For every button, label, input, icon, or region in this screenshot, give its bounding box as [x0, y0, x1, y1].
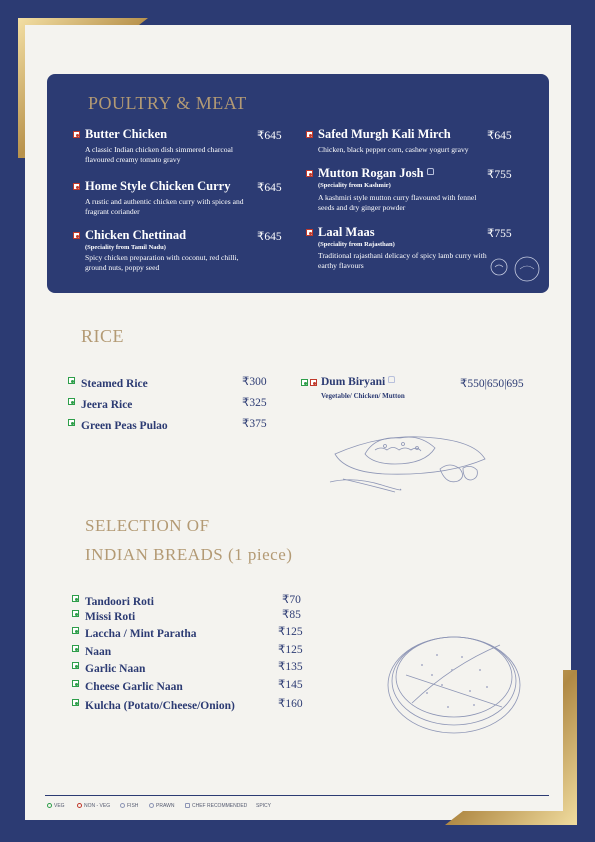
- non-veg-icon: [73, 131, 80, 138]
- fish-icon: [120, 803, 125, 808]
- veg-icon: [72, 610, 79, 617]
- veg-icon: [68, 398, 75, 405]
- rice-item-name: [321, 376, 405, 388]
- rice-item-price: ₹325: [242, 397, 267, 409]
- breads-title-line1: SELECTION OF: [85, 516, 210, 535]
- bread-item: [85, 696, 303, 714]
- dish-description: A rustic and authentic chicken curry with spices and fragrant coriander: [85, 197, 244, 216]
- poultry-meat-title: POULTRY & MEAT: [88, 93, 247, 113]
- non-veg-icon: [73, 183, 80, 190]
- veg-icon: [72, 680, 79, 687]
- dish-name: Home Style Chicken Curry: [85, 179, 231, 193]
- dish-description: Traditional rajasthani delicacy of spicy lamb curry with earthy flavours: [318, 251, 487, 270]
- legend-chef-label: CHEF RECOMMENDED: [192, 803, 248, 809]
- biryani-variants: Vegetable/ Chicken/ Mutton: [321, 392, 405, 400]
- dish-safed-murgh-kali-mirch: [318, 127, 518, 155]
- rice-item: [81, 395, 267, 413]
- bread-item-name: Garlic Naan: [85, 663, 146, 675]
- dish-speciality: (Speciality from Kashmir): [318, 182, 391, 189]
- dish-name-text: Chicken Chettinad: [85, 228, 187, 242]
- bread-item-name: Kulcha (Potato/Cheese/Onion): [85, 700, 235, 712]
- dish-price: ₹755: [487, 228, 512, 240]
- veg-icon: [68, 377, 75, 384]
- bread-stack-sketch-icon: [382, 615, 527, 740]
- bread-item: [85, 677, 303, 695]
- dish-price: ₹645: [257, 130, 282, 142]
- legend-prawn-label: PRAWN: [156, 803, 175, 809]
- veg-icon: [72, 645, 79, 652]
- rice-item-dum-biryani: [321, 376, 524, 400]
- legend-non-veg-label: NON - VEG: [84, 803, 111, 809]
- dish-description: A classic Indian chicken dish simmered charcoal flavoured creamy tomato gravy: [85, 145, 234, 164]
- dish-price: ₹645: [257, 182, 282, 194]
- chef-recommended-icon: [388, 376, 395, 383]
- rice-item: [81, 416, 267, 434]
- bread-item-name: Naan: [85, 646, 112, 658]
- veg-icon: [301, 379, 308, 386]
- dish-speciality: (Speciality from Rajasthan): [318, 241, 395, 248]
- rice-item-price: ₹300: [242, 376, 267, 388]
- veg-icon: [47, 803, 52, 808]
- legend-fish-label: FISH: [127, 803, 139, 809]
- bread-item-price: ₹125: [278, 644, 303, 656]
- bread-item-name: Laccha / Mint Paratha: [85, 628, 197, 640]
- rice-item: [81, 374, 267, 392]
- dish-description: Spicy chicken preparation with coconut, red chilli, ground nuts, poppy seed: [85, 253, 239, 272]
- legend-veg-label: VEG: [54, 803, 65, 809]
- rice-title: RICE: [81, 326, 125, 346]
- legend-chef-recommended: [185, 803, 247, 809]
- dish-butter-chicken: [85, 127, 285, 165]
- legend-spicy-label: SPICY: [256, 803, 272, 809]
- legend-spicy: [256, 803, 271, 809]
- veg-icon: [72, 595, 79, 602]
- legend-non-veg: [77, 803, 110, 809]
- breads-title-line2: INDIAN BREADS (1 piece): [85, 545, 293, 564]
- biryani-plate-sketch-icon: [325, 424, 490, 499]
- rice-item-name: Jeera Rice: [81, 399, 133, 411]
- non-veg-icon: [310, 379, 317, 386]
- chef-recommended-icon: [185, 803, 190, 808]
- dish-speciality: (Speciality from Tamil Nadu): [85, 244, 166, 251]
- veg-icon: [68, 419, 75, 426]
- veg-icon: [72, 627, 79, 634]
- non-veg-icon: [306, 170, 313, 177]
- bread-item-name: Cheese Garlic Naan: [85, 681, 183, 693]
- non-veg-icon: [306, 229, 313, 236]
- dish-name: [85, 228, 285, 243]
- poultry-meat-panel: [47, 74, 549, 293]
- legend-prawn: [149, 803, 174, 809]
- biryani-name-text: Dum Biryani: [321, 376, 386, 388]
- legend-veg: [47, 803, 65, 809]
- dish-name: Butter Chicken: [85, 127, 168, 141]
- bread-item: [85, 642, 303, 660]
- bread-item-price: ₹135: [278, 661, 303, 673]
- dish-name-text: Mutton Rogan Josh: [318, 166, 424, 180]
- bread-item-price: ₹145: [278, 679, 303, 691]
- dish-price: ₹645: [487, 130, 512, 142]
- bread-item-price: ₹125: [278, 626, 303, 638]
- bread-item: [85, 659, 303, 677]
- veg-icon: [72, 699, 79, 706]
- bread-item-price: ₹160: [278, 698, 303, 710]
- dish-description: A kashmiri style mutton curry flavoured with fennel seeds and dry ginger powder: [318, 193, 477, 212]
- dish-mutton-rogan-josh: [318, 166, 518, 213]
- dish-description: Chicken, black pepper corn, cashew yogurt gravy: [318, 145, 469, 154]
- bread-item: [85, 624, 303, 642]
- bread-item-name: Tandoori Roti: [85, 596, 154, 608]
- bread-item-price: ₹70: [282, 594, 301, 606]
- non-veg-icon: [73, 232, 80, 239]
- dish-price: ₹755: [487, 169, 512, 181]
- bread-item-name: Missi Roti: [85, 611, 136, 623]
- dish-name: Safed Murgh Kali Mirch: [318, 127, 451, 141]
- rice-item-name: Steamed Rice: [81, 378, 148, 390]
- dish-name: Laal Maas: [318, 225, 375, 239]
- legend-fish: [120, 803, 138, 809]
- bread-item-price: ₹85: [282, 609, 301, 621]
- rice-item-price: ₹550|650|695: [460, 378, 524, 390]
- dish-home-style-chicken-curry: [85, 179, 285, 217]
- non-veg-icon: [306, 131, 313, 138]
- veg-icon: [72, 662, 79, 669]
- bread-item: [85, 607, 301, 625]
- dish-chicken-chettinad: [85, 228, 285, 273]
- rice-item-name: Green Peas Pulao: [81, 420, 168, 432]
- rice-item-price: ₹375: [242, 418, 267, 430]
- chef-recommended-icon: [427, 168, 434, 175]
- prawn-icon: [149, 803, 154, 808]
- non-veg-icon: [77, 803, 82, 808]
- dish-price: ₹645: [257, 231, 282, 243]
- footer-divider: [45, 795, 549, 796]
- bowl-sketch-icon: [487, 254, 543, 284]
